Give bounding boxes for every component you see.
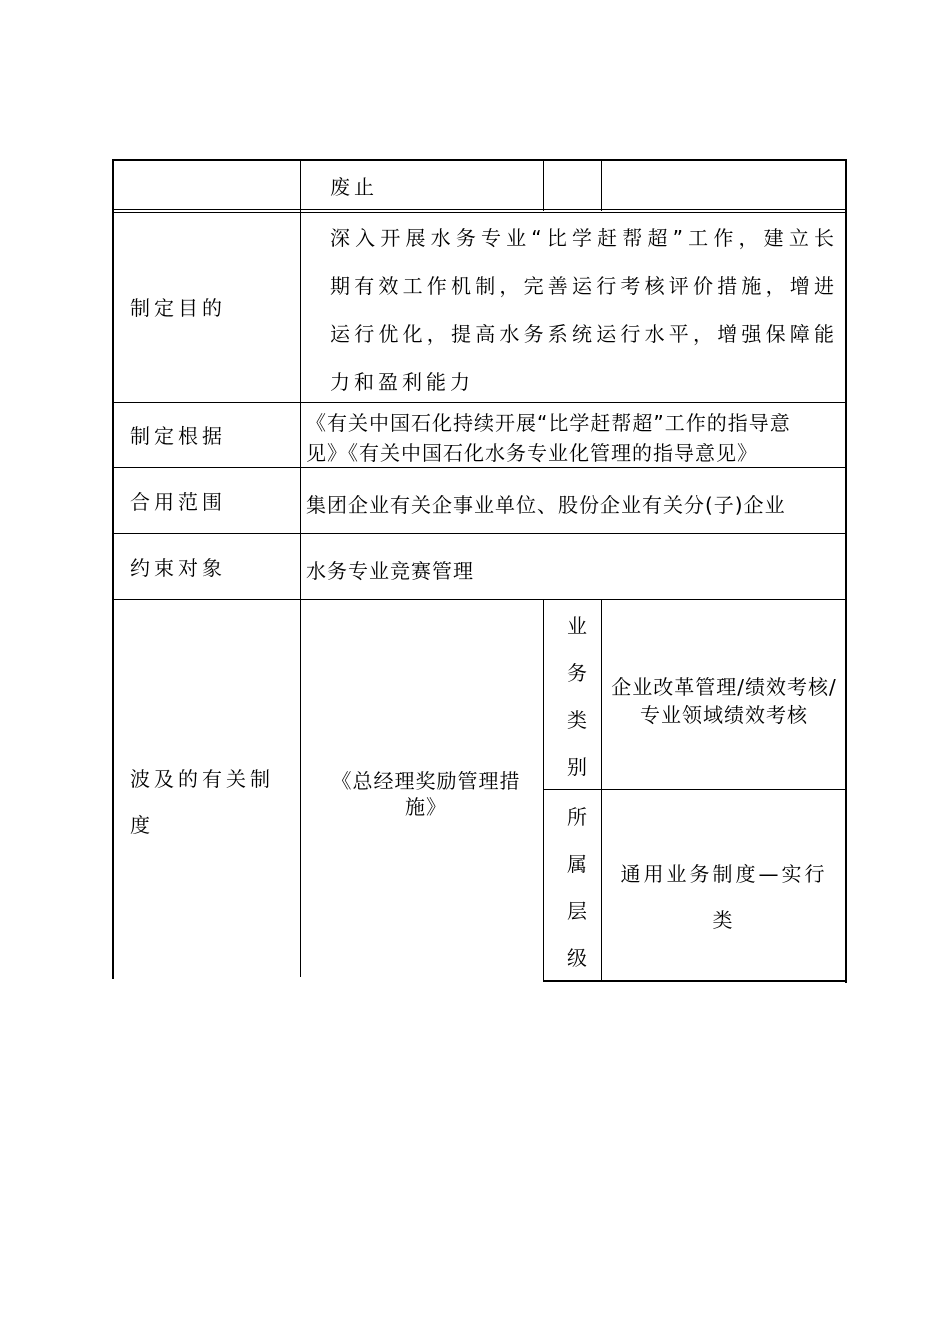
row4-bottom-line	[112, 533, 847, 534]
related-regulation-name: 《总经理奖励管理措施》	[331, 769, 521, 819]
scope-label: 合用范围	[130, 490, 226, 514]
table-border-right	[845, 159, 847, 983]
level-label: 所属层级	[567, 805, 587, 970]
column-divider	[300, 159, 301, 977]
row1-bottom-line	[112, 209, 847, 210]
purpose-label: 制定目的	[130, 296, 226, 320]
scope-content: 集团企业有关企事业单位、股份企业有关分(子)企业	[306, 493, 786, 517]
basis-label: 制定根据	[130, 424, 226, 448]
table-border-top	[112, 159, 847, 161]
purpose-content: 深入开展水务专业“比学赶帮超”工作，建立长期有效工作机制，完善运行考核评价措施，增进运行优化，提高水务系统运行水平，增强保障能力和盈利能力	[330, 226, 838, 394]
row1-divider-a	[543, 159, 544, 211]
business-type-value: 企业改革管理/绩效考核/专业领域绩效考核	[611, 675, 837, 727]
target-content: 水务专业竞赛管理	[306, 559, 474, 583]
row1-divider-b	[601, 159, 602, 211]
row1-bottom-line-2	[112, 212, 847, 213]
target-label: 约束对象	[130, 556, 226, 580]
table-border-left	[112, 159, 114, 979]
related-label: 波及的有关制度	[130, 767, 274, 837]
basis-content-line2: 见》《有关中国石化水务专业化管理的指导意见》	[306, 441, 758, 465]
row5-bottom-line	[112, 599, 847, 600]
level-value: 通用业务制度—实行类	[620, 862, 828, 932]
row1-content: 废止	[330, 175, 378, 199]
related-divider-a	[543, 599, 544, 982]
basis-content-line1: 《有关中国石化持续开展“比学赶帮超”工作的指导意	[306, 411, 791, 435]
business-type-label: 业务类别	[567, 614, 587, 779]
